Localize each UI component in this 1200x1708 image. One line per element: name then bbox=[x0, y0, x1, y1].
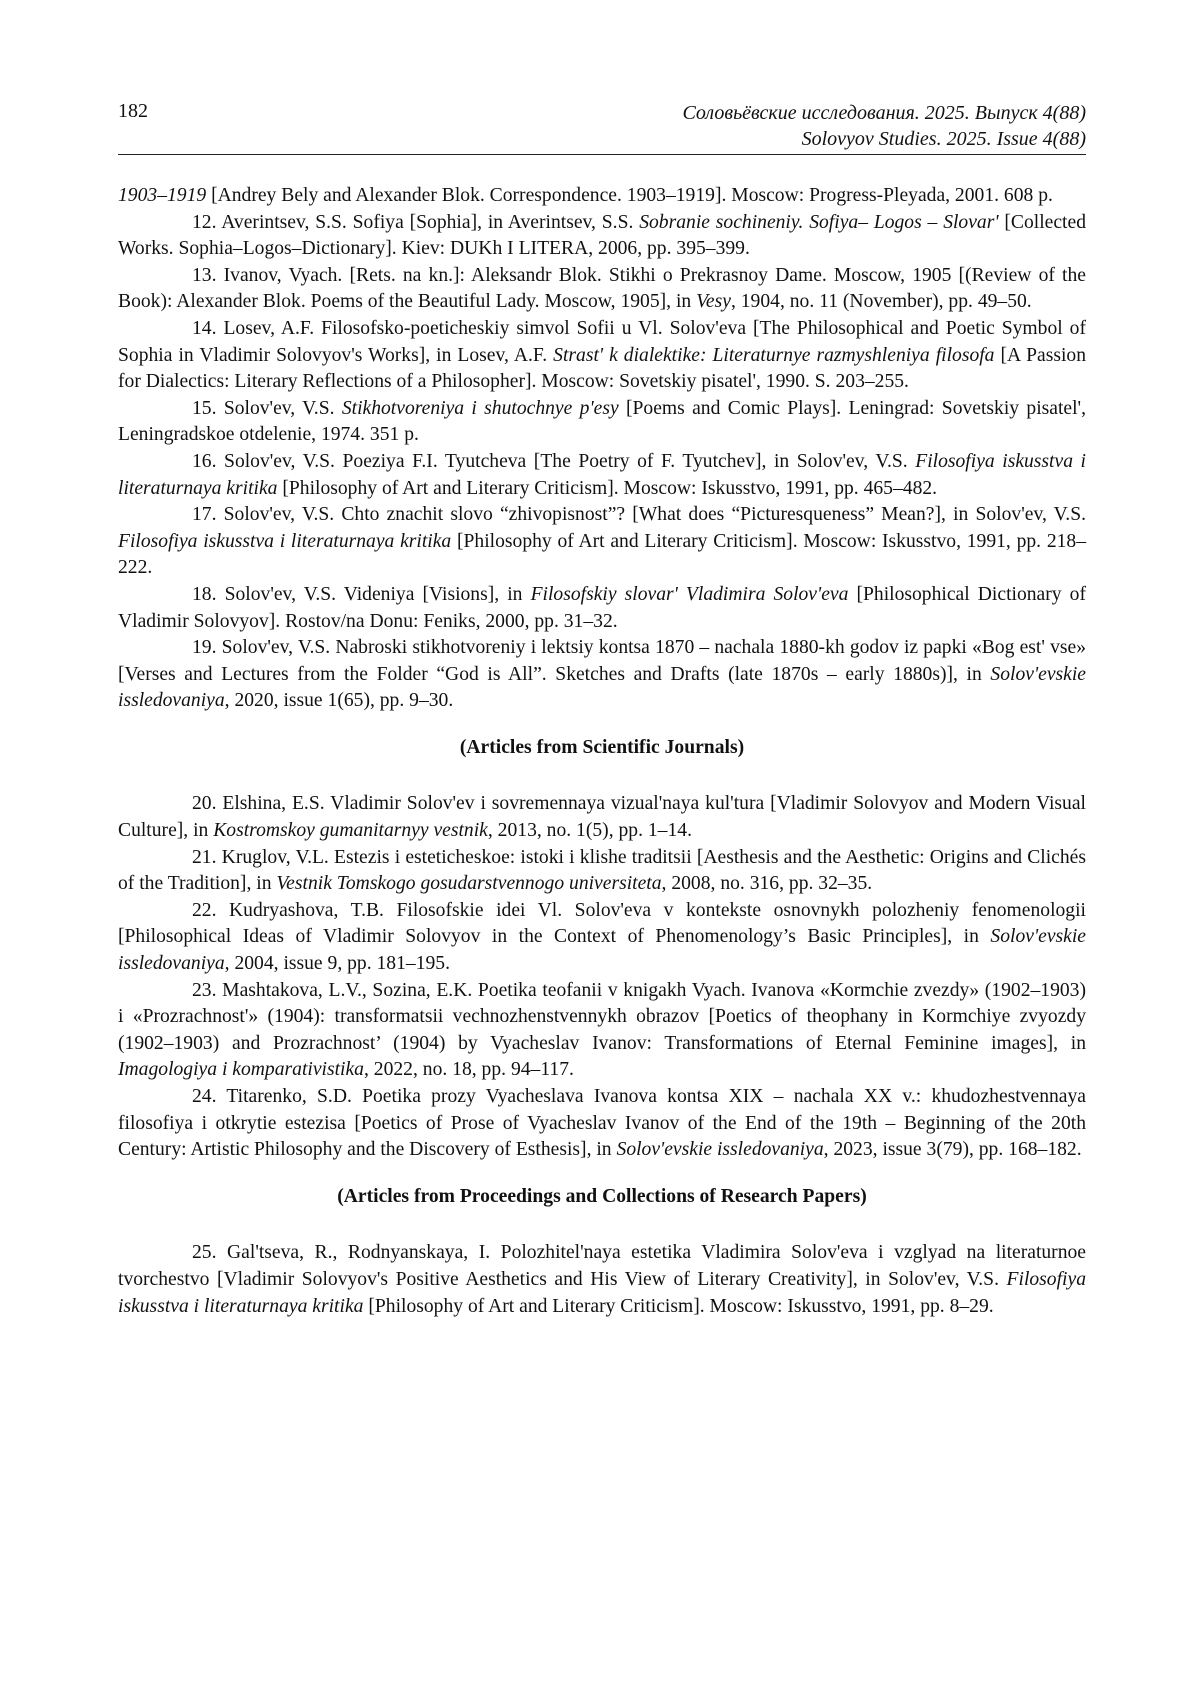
page-number: 182 bbox=[118, 100, 148, 122]
reference-17 bbox=[118, 502, 1086, 582]
ref-title-italic: Sobranie sochineniy. Sofiya– Logos – Slovar' bbox=[639, 211, 999, 233]
ref-text: 23. Mashtakova, L.V., Sozina, E.K. Poetika teofanii v knigakh Vyach. Ivanova «Kormchie zvezdy» (1902–1903) i «Prozrachnost'» (1904): transformatsii vechnozhenstvennykh obrazov [Poetics of theophany in Kormchiye zvyozdy (1902–1903) and Prozrachnost’ (1904) by Vyacheslav Ivanov: Transformations of Eternal Feminine images], in bbox=[118, 979, 1086, 1054]
page bbox=[118, 0, 1087, 1317]
reference-14 bbox=[118, 316, 1086, 396]
section-heading-proceedings: (Articles from Proceedings and Collections of Research Papers) bbox=[337, 1185, 867, 1207]
ref-text: 16. Solov'ev, V.S. Poeziya F.I. Tyutcheva [The Poetry of F. Tyutchev], in Solov'ev, V.S. bbox=[192, 450, 916, 472]
ref-text: 24. Titarenko, S.D. Poetika prozy Vyacheslava Ivanova kontsa XIX – nachala XX v.: khudozhestvennaya filosofiya i otkrytie estezisa [Poetics of Prose of Vyacheslav Ivanov of the End of the 19th – Beginning of the 20th Century: Artistic Philosophy and the Discovery of Esthesis], in bbox=[118, 1086, 1086, 1161]
ref-title-italic: Filosofskiy slovar' Vladimira Solov'eva bbox=[530, 583, 849, 605]
ref-title-italic: Strast' k dialektike: Literaturnye razmyshleniya filosofa bbox=[553, 344, 995, 366]
header-rule bbox=[118, 154, 1086, 155]
ref-text: [Andrey Bely and Alexander Blok. Correspondence. 1903–1919]. Moscow: Progress-Pleyada, 2001. 608 p. bbox=[206, 185, 1053, 206]
reference-18 bbox=[118, 582, 1086, 635]
reference-20 bbox=[118, 791, 1086, 844]
ref-text: , 2020, issue 1(65), pp. 9–30. bbox=[224, 690, 454, 712]
ref-text: 18. Solov'ev, V.S. Videniya [Visions], in bbox=[192, 583, 531, 605]
ref-text: [Poems and Comic Plays]. Leningrad: Sovetskiy pisatel', Leningradskoe otdelenie, 1974. 351 p. bbox=[118, 397, 1086, 446]
reference-21 bbox=[118, 845, 1086, 898]
ref-title-italic: Solov'evskie issledovaniya bbox=[118, 926, 1086, 975]
reference-13 bbox=[118, 263, 1086, 316]
ref-text: , 2004, issue 9, pp. 181–195. bbox=[224, 953, 450, 975]
reference-12 bbox=[118, 210, 1086, 263]
reference-24 bbox=[118, 1084, 1086, 1164]
ref-text: 15. Solov'ev, V.S. bbox=[192, 397, 342, 419]
ref-text: [Philosophy of Art and Literary Criticism]. Moscow: Iskusstvo, 1991, pp. 218–222. bbox=[118, 530, 1087, 579]
reference-11-continuation bbox=[118, 183, 1086, 210]
running-header bbox=[118, 0, 1086, 150]
ref-title-italic: Vesy bbox=[696, 291, 731, 313]
ref-text: , 2008, no. 316, pp. 32–35. bbox=[661, 873, 873, 895]
ref-title-italic: Stikhotvoreniya i shutochnye p'esy bbox=[341, 397, 619, 419]
journal-title-ru: Соловьёвские исследования. 2025. Выпуск 4(88) bbox=[682, 102, 1086, 124]
ref-text: 17. Solov'ev, V.S. Chto znachit slovo “zhivopisnost”? [What does “Picturesqueness” Mean?], in Solov'ev, V.S. bbox=[192, 504, 1086, 526]
ref-title-italic: Filosofiya iskusstva i literaturnaya kritika bbox=[118, 1268, 1086, 1317]
ref-text: [Philosophical Dictionary of Vladimir Solovyov]. Rostov/na Donu: Feniks, 2000, pp. 31–32. bbox=[118, 583, 1086, 632]
reference-19 bbox=[118, 635, 1086, 715]
ref-title-italic: Filosofiya iskusstva i literaturnaya kritika bbox=[118, 450, 1086, 499]
reference-22 bbox=[118, 898, 1086, 978]
reference-list bbox=[118, 183, 1086, 1320]
ref-text: 25. Gal'tseva, R., Rodnyanskaya, I. Polozhitel'naya estetika Vladimira Solov'eva i vzglyad na literaturnoe tvorchestvo [Vladimir Solovyov's Positive Aesthetics and His View of Literary Creativity], in Solov'ev, V.S. bbox=[118, 1242, 1086, 1290]
ref-title-italic: Kostromskoy gumanitarnyy vestnik bbox=[213, 820, 488, 842]
ref-title-italic: Vestnik Tomskogo gosudarstvennogo universiteta bbox=[276, 873, 662, 895]
ref-text: [Philosophy of Art and Literary Criticism]. Moscow: Iskusstvo, 1991, pp. 465–482. bbox=[277, 477, 938, 499]
ref-text: 20. Elshina, E.S. Vladimir Solov'ev i sovremennaya vizual'naya kul'tura [Vladimir Solovyov and Modern Visual Culture], in bbox=[118, 793, 1086, 842]
ref-title-italic: Solov'evskie issledovaniya bbox=[616, 1139, 824, 1161]
reference-15 bbox=[118, 396, 1086, 449]
ref-text: 14. Losev, A.F. Filosofsko-poeticheskiy simvol Sofii u Vl. Solov'eva [The Philosophical and Poetic Symbol of Sophia in Vladimir Solovyov's Works], in Losev, A.F. bbox=[118, 317, 1086, 366]
ref-text: , 2023, issue 3(79), pp. 168–182. bbox=[823, 1139, 1082, 1161]
ref-text: , 2022, no. 18, pp. 94–117. bbox=[363, 1059, 574, 1081]
reference-16 bbox=[118, 449, 1086, 502]
reference-23 bbox=[118, 978, 1086, 1084]
ref-text: , 2013, no. 1(5), pp. 1–14. bbox=[487, 820, 692, 842]
ref-text: 21. Kruglov, V.L. Estezis i esteticheskoe: istoki i klishe traditsii [Aesthesis and the Aesthetic: Origins and Clichés of the Tradition], in bbox=[118, 846, 1086, 895]
journal-title-en: Solovyov Studies. 2025. Issue 4(88) bbox=[801, 128, 1086, 150]
ref-title-italic: Imagologiya i komparativistika bbox=[118, 1059, 364, 1081]
ref-text: , 1904, no. 11 (November), pp. 49–50. bbox=[730, 291, 1032, 313]
ref-title-italic: Filosofiya iskusstva i literaturnaya kritika bbox=[118, 530, 452, 552]
ref-text: 13. Ivanov, Vyach. [Rets. na kn.]: Aleksandr Blok. Stikhi o Prekrasnoy Dame. Moscow, 1905 [(Review of the Book): Alexander Blok. Poems of the Beautiful Lady. Moscow, 1905], in bbox=[118, 264, 1086, 313]
ref-text: [A Passion for Dialectics: Literary Reflections of a Philosopher]. Moscow: Sovetskiy pisatel', 1990. S. 203–255. bbox=[118, 344, 1086, 393]
journal-title bbox=[682, 100, 1086, 152]
ref-title-italic: 1903–1919 bbox=[118, 185, 207, 206]
ref-text: 22. Kudryashova, T.B. Filosofskie idei Vl. Solov'eva v kontekste osnovnykh polozheniy fenomenologii [Philosophical Ideas of Vladimir Solovyov in the Context of Phenomenology’s Basic Principles], in bbox=[118, 899, 1086, 948]
ref-text: [Philosophy of Art and Literary Criticism]. Moscow: Iskusstvo, 1991, pp. 8–29. bbox=[363, 1295, 994, 1317]
ref-text: [Collected Works. Sophia–Logos–Dictionary]. Kiev: DUKh I LITERA, 2006, pp. 395–399. bbox=[118, 211, 1086, 260]
ref-text: 12. Averintsev, S.S. Sofiya [Sophia], in Averintsev, S.S. bbox=[192, 211, 640, 233]
reference-25 bbox=[118, 1240, 1086, 1320]
ref-title-italic: Solov'evskie issledovaniya bbox=[118, 663, 1086, 712]
ref-text: 19. Solov'ev, V.S. Nabroski stikhotvoreniy i lektsiy kontsa 1870 – nachala 1880-kh godov iz papki «Bog est' vse» [Verses and Lectures from the Folder “God is All”. Sketches and Drafts (late 1870s – early 1880s)], in bbox=[118, 637, 1086, 685]
section-heading-journals: (Articles from Scientific Journals) bbox=[459, 736, 745, 758]
